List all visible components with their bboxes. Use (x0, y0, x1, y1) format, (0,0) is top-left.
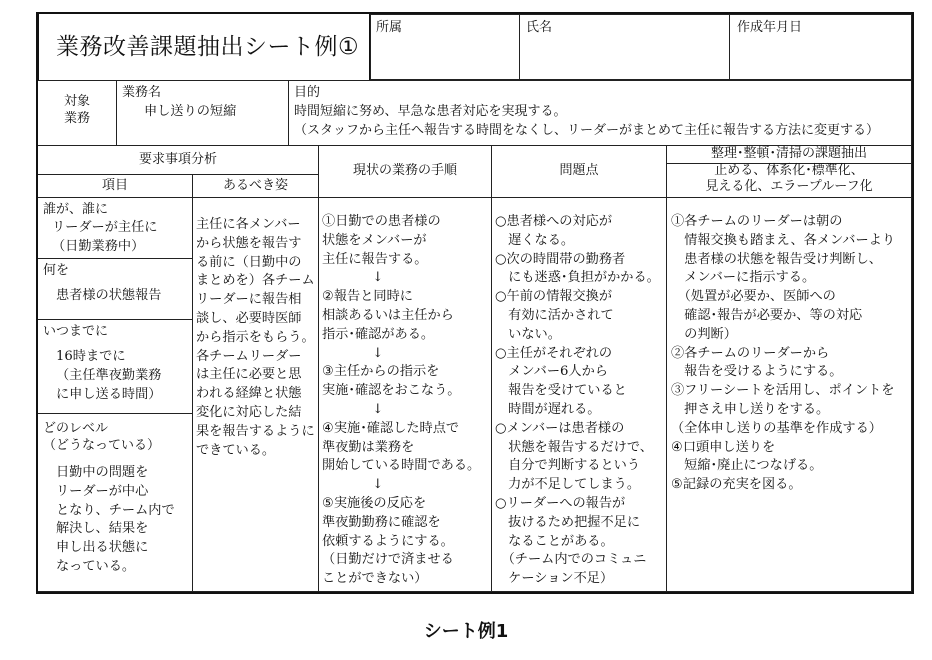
item-header: 項目 (101, 178, 128, 193)
item-who-value: リーダーが主任に （日勤業務中） (52, 220, 158, 254)
problems-header: 問題点 (559, 163, 599, 178)
current-text: ①日勤での患者様の 状態をメンバーが 主任に報告する。 ↓ ②報告と同時に 相談あるいは主任から 指示･確認がある。 ↓ ③主任からの指示を 実施･確認をおこなう。 ↓ ④実施･確認した時点で 準夜勤は業務を 開始している時間である。 ↓ ⑤実施後の反応を 準夜勤勤務に確認を 依頼するようにする。 （日勤だけで済ませる ことができない） (322, 214, 481, 587)
ideal-header: あるべき姿 (222, 178, 288, 193)
item-who-label: 誰が、誰に (43, 202, 109, 217)
task-name-value: 申し送りの短縮 (144, 104, 237, 119)
affiliation-label: 所属 (376, 20, 403, 35)
date-label: 作成年月日 (737, 20, 803, 35)
task-name-label: 業務名 (122, 85, 162, 100)
sheet-title: 業務改善課題抽出シート例① (56, 34, 360, 60)
requirements-header: 要求事項分析 (138, 152, 217, 167)
purpose-label: 目的 (294, 85, 321, 100)
task-label: 対象 業務 (63, 94, 90, 126)
item-level-value: 日勤中の問題を リーダーが中心 となり、チーム内で 解決し、結果を 申し出る状態に なっている。 (56, 465, 175, 574)
extraction-header-top: 整理･整頓･清掃の課題抽出 (710, 146, 867, 161)
extraction-header-sub: 止める、体系化･標準化、 見える化、エラープルーフ化 (705, 163, 873, 194)
item-what-value: 患者様の状態報告 (56, 288, 162, 303)
extraction-text: ①各チームのリーダーは朝の 情報交換も踏まえ、各メンバーより 患者様の状態を報告受け判断し、 メンバーに指示する。 （処置が必要か、医師への 確認･報告が必要か、等の対応 の判断） ②各チームのリーダーから 報告を受けるようにする。 ③フリーシートを活用し、ポイントを 押さえ申し送りをする。 （全体申し送りの基準を作成する） ④口頭申し送りを 短縮･廃止につなげる。 ⑤記録の充実を図る。 (671, 214, 896, 493)
name-label: 氏名 (526, 20, 553, 35)
current-header: 現状の業務の手順 (352, 163, 457, 178)
ideal-text: 主任に各メンバー から状態を報告す る前に（日勤中の まとめを）各チーム リーダーに報告相 談し、必要時医師 から指示をもらう。 各チームリーダー は主任に必要と思 われる経緯と状態 変化に対応した結 果を報告するように できている。 (196, 217, 315, 458)
item-when-label: いつまでに (43, 324, 109, 339)
purpose-text: 時間短縮に努め、早急な患者対応を実現する。 （スタッフから主任へ報告する時間をなくし、リーダーがまとめて主任に報告する方法に変更する） (294, 104, 880, 138)
item-what-label: 何を (43, 263, 70, 278)
sheet-caption: シート例1 (423, 621, 509, 642)
item-when-value: 16時までに （主任準夜勤業務 に申し送る時間） (56, 349, 162, 402)
problems-text: ○患者様への対応が 遅くなる。 ○次の時間帯の勤務者 にも迷惑･負担がかかる。 ○午前の情報交換が 有効に活かされて いない。 ○主任がそれぞれの メンバー6人から 報告を受けていると 時間が遅れる。 ○メンバーは患者様の 状態を報告するだけで、 自分で判断するという 力が不足してしまう。 ○リーダーへの報告が 抜けるため把握不足に なることがある。 （チーム内でのコミュニ ケーション不足） (495, 214, 660, 587)
item-level-label: どのレベル （どうなっている） (43, 421, 161, 453)
